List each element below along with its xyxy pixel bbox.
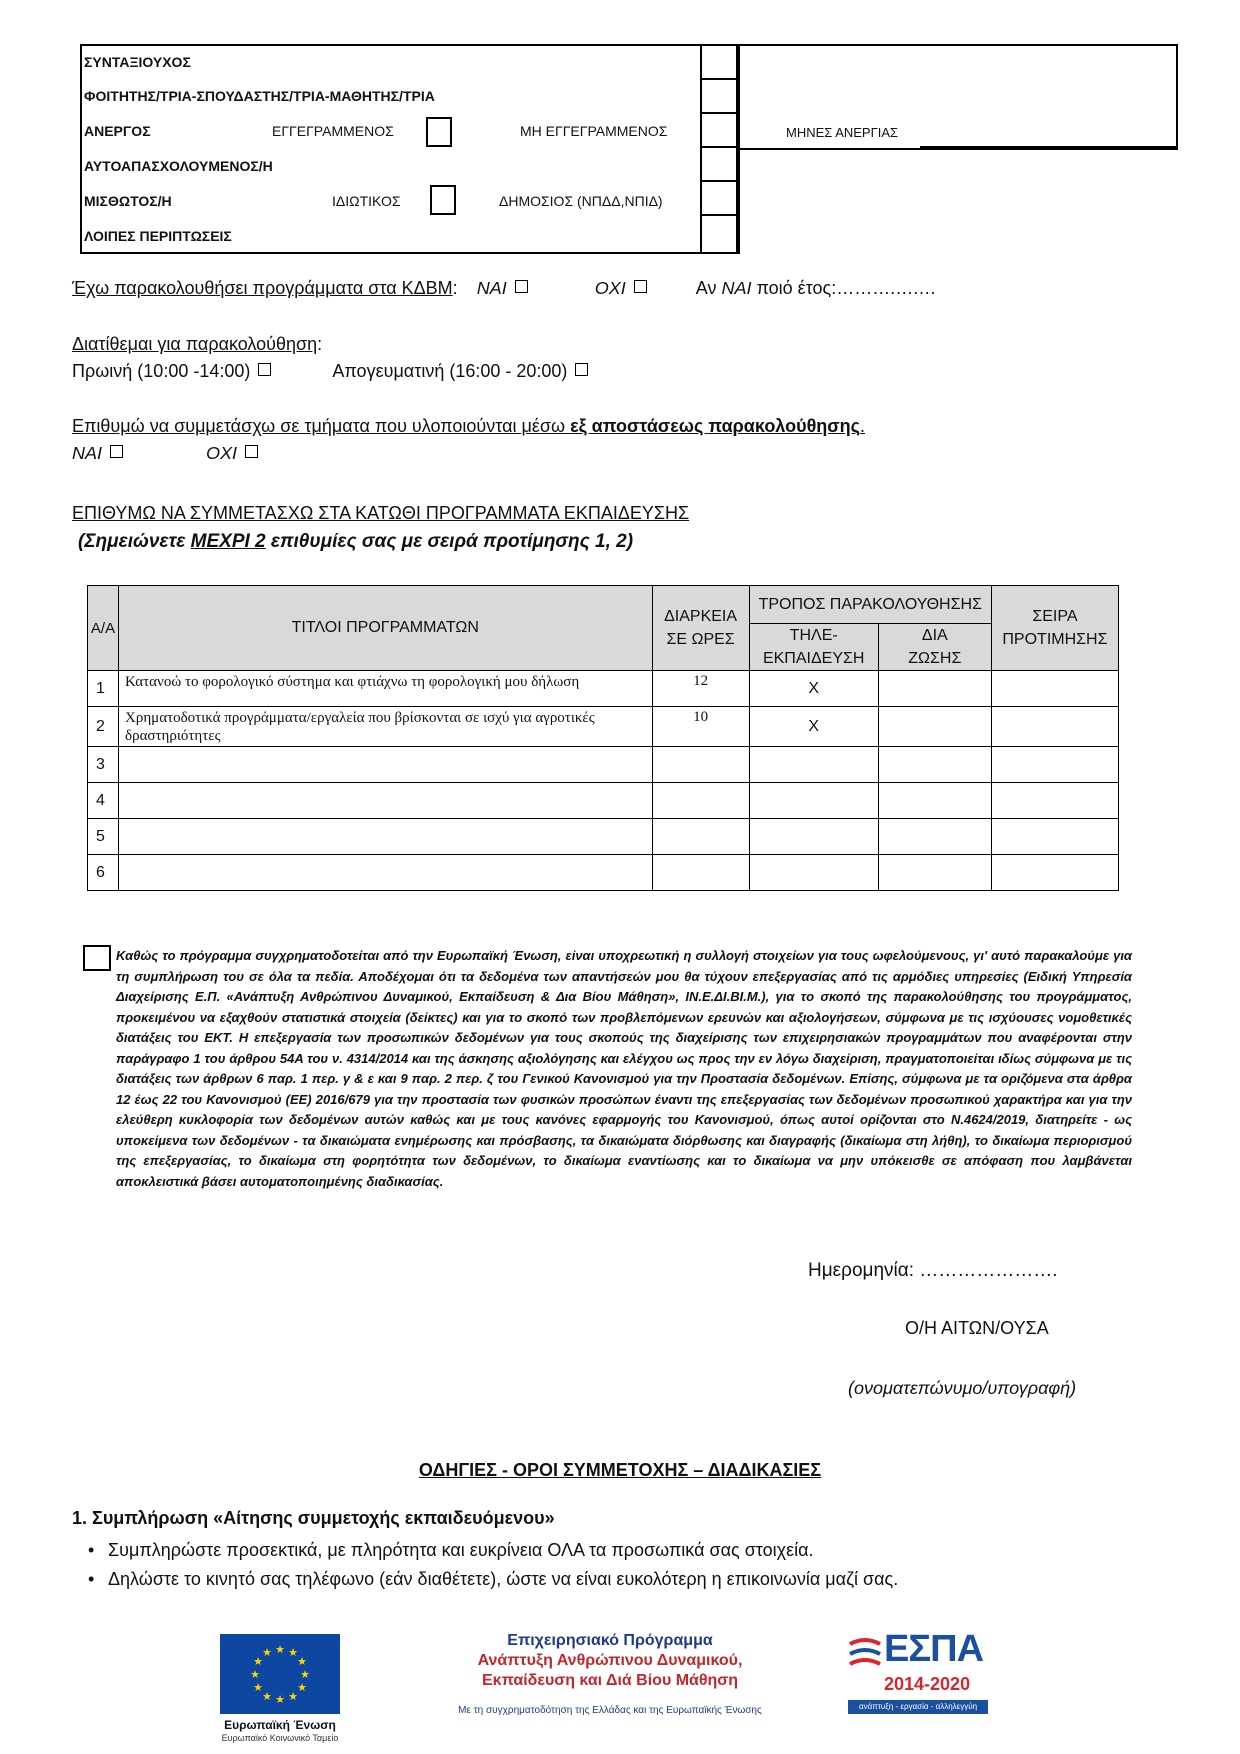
- unregistered-label: ΜΗ ΕΓΓΕΓΡΑΜΜΕΝΟΣ: [520, 123, 668, 139]
- header-duration-2: ΣΕ ΩΡΕΣ: [666, 631, 735, 649]
- kdvm-year-nai: ΝΑΙ: [721, 278, 752, 298]
- table-row: [88, 671, 1119, 707]
- months-unemployed-label: ΜΗΝΕΣ ΑΝΕΡΓΙΑΣ: [786, 125, 899, 140]
- consent-checkbox[interactable]: [83, 945, 111, 971]
- status-pensioner: ΣΥΝΤΑΞΙΟΥΧΟΣ: [84, 54, 191, 70]
- header-order-2: ΠΡΟΤΙΜΗΣΗΣ: [1002, 631, 1108, 649]
- program-live[interactable]: [878, 747, 991, 783]
- row-number: 1: [88, 671, 119, 707]
- program-live[interactable]: [878, 819, 991, 855]
- afternoon-label: Απογευματινή (16:00 - 20:00): [332, 361, 568, 381]
- status-student: ΦΟΙΤΗΤΗΣ/ΤΡΙΑ-ΣΠΟΥΔΑΣΤΗΣ/ΤΡΙΑ-ΜΑΘΗΤΗΣ/ΤΡΙΑ: [84, 88, 435, 104]
- status-checkbox-employee[interactable]: [702, 182, 736, 216]
- svg-text:★: ★: [262, 1690, 272, 1703]
- morning-label: Πρωινή (10:00 -14:00): [72, 361, 251, 381]
- program-order[interactable]: [991, 707, 1118, 747]
- program-order[interactable]: [991, 747, 1118, 783]
- svg-text:★: ★: [288, 1646, 298, 1659]
- espa-years: 2014-2020: [884, 1674, 971, 1694]
- remote-no-checkbox[interactable]: [245, 445, 258, 458]
- cofunding-text: Με τη συγχρηματοδότηση της Ελλάδας και της Ευρωπαϊκής Ένωσης: [458, 1705, 762, 1716]
- row-number: 4: [88, 783, 119, 819]
- eu-stars-icon: [220, 1634, 340, 1714]
- program-remote[interactable]: [749, 747, 878, 783]
- remote-question: [72, 416, 865, 437]
- programs-note-max: ΜΕΧΡΙ 2: [190, 531, 266, 552]
- status-unemployed: ΑΝΕΡΓΟΣ: [84, 123, 151, 139]
- public-sector-label: ΔΗΜΟΣΙΟΣ (ΝΠΔΔ,ΝΠΙΔ): [499, 193, 663, 209]
- table-row: [88, 819, 1119, 855]
- program-live[interactable]: [878, 671, 991, 707]
- program-hours[interactable]: [652, 819, 749, 855]
- svg-text:★: ★: [288, 1690, 298, 1703]
- header-remote-2: ΕΚΠΑΙΔΕΥΣΗ: [762, 650, 865, 668]
- funding-logos: [0, 1612, 1240, 1742]
- op-name-line-2: Εκπαίδευση και Διά Βίου Μάθηση: [481, 1672, 739, 1689]
- kdvm-no-checkbox[interactable]: [634, 280, 647, 293]
- header-order-1: ΣΕΙΡΑ: [1032, 608, 1078, 625]
- remote-label-bold: εξ αποστάσεως παρακολούθησης: [570, 416, 860, 436]
- status-checkbox-pensioner[interactable]: [702, 46, 736, 80]
- table-row: [88, 783, 1119, 819]
- remote-yes-label: ΝΑΙ: [72, 443, 103, 463]
- months-underline: [920, 146, 1176, 148]
- program-title[interactable]: Χρηματοδοτικά προγράμματα/εργαλεία που βρίσκονται σε ισχύ για αγροτικές δραστηριότητες: [119, 707, 653, 747]
- eu-flag-icon: [220, 1634, 340, 1714]
- espa-logo: [848, 1628, 988, 1728]
- program-title[interactable]: [119, 819, 653, 855]
- kdvm-yes-label: ΝΑΙ: [476, 278, 507, 298]
- esf-label: Ευρωπαϊκό Κοινωνικό Ταμείο: [221, 1733, 339, 1743]
- table-header-row: [88, 586, 1119, 624]
- header-titles: ΤΙΤΛΟΙ ΠΡΟΓΡΑΜΜΑΤΩΝ: [119, 586, 653, 671]
- program-order[interactable]: [991, 855, 1118, 891]
- kdvm-colon: :: [452, 278, 458, 298]
- header-duration: [652, 586, 749, 671]
- kdvm-question: [72, 278, 936, 299]
- svg-text:★: ★: [297, 1655, 307, 1668]
- instruction-bullet: • Δηλώστε το κινητό σας τηλέφωνο (εάν διαθέτετε), ώστε να είναι ευκολότερη η επικοινωνία μαζί σας.: [108, 1569, 898, 1590]
- svg-text:★: ★: [253, 1655, 263, 1668]
- program-remote[interactable]: [749, 783, 878, 819]
- status-checkbox-student[interactable]: [702, 80, 736, 114]
- program-remote[interactable]: Χ: [749, 707, 878, 747]
- availability-options: [72, 361, 588, 382]
- instructions-title: ΟΔΗΓΙΕΣ - ΟΡΟΙ ΣΥΜΜΕΤΟΧΗΣ – ΔΙΑΔΙΚΑΣΙΕΣ: [418, 1460, 822, 1480]
- header-live-1: ΔΙΑ: [921, 627, 948, 644]
- program-hours[interactable]: [652, 783, 749, 819]
- status-checkbox-unemployed[interactable]: [702, 114, 736, 148]
- status-checkbox-self-employed[interactable]: [702, 148, 736, 182]
- kdvm-question-label: Έχω παρακολουθήσει προγράμματα στα ΚΔΒΜ: [72, 278, 453, 298]
- programs-table: [87, 585, 1119, 891]
- kdvm-year-post: ποιό έτος:……….….…: [751, 278, 937, 298]
- svg-text:★: ★: [275, 1643, 285, 1656]
- espa-wordmark: ΕΣΠΑ: [884, 1628, 984, 1670]
- signature-field[interactable]: (ονοματεπώνυμο/υπογραφή): [848, 1378, 1077, 1398]
- program-order[interactable]: [991, 819, 1118, 855]
- date-field[interactable]: Ημερομηνία: ………………….: [808, 1260, 1058, 1281]
- consent-text: Καθώς το πρόγραμμα συγχρηματοδοτείται από την Ευρωπαϊκή Ένωση, είναι υποχρεωτική η συλλογή στοιχείων για τους ωφελούμενους, γι' αυτό παρακαλούμε για τη συμπλήρωση του σε όλα τα πεδία. Αποδέχομαι ότι τα δεδομένα των απαντήσεών μου θα τύχουν επεξεργασίας από τις αρμόδιες υπηρεσίες (Ειδική Υπηρεσία Διαχείρισης Ε.Π. «Ανάπτυξη Ανθρώπινου Δυναμικού, Εκπαίδευση & Δια Βίου Μάθηση», ΙΝ.Ε.ΔΙ.ΒΙ.Μ.), για το σκοπό της παρακολούθησης του προγράμματος, προκειμένου να εξαχθούν στατιστικά στοιχεία (δείκτες) και για το σκοπό των προβλεπόμενων ερευνών και αξιολογήσεων, σύμφωνα με τις ισχύουσες νομοθετικές διατάξεις του ΕΚΤ. Η επεξεργασία των προσωπικών δεδομένων για τους σκοπούς της διαχείρισης των επιχειρησιακών προγραμμάτων που αναφέρονται στην παράγραφο 1 του άρθρου 54Α του ν. 4314/2014 και της άσκησης αξιολόγησης και ελέγχου ως προς την εν λόγω διαχείριση, πραγματοποιείται ιδίως σύμφωνα με τις διατάξεις των άρθρων 6 παρ. 1 περ. γ & ε και 9 παρ. 2 περ. ζ του Γενικού Κανονισμού για την Προστασία δεδομένων. Επίσης, σύμφωνα με τα οριζόμενα στα άρθρα 12 έως 22 του Κανονισμού (ΕΕ) 2016/679 για την προστασία των φυσικών προσώπων έναντι της επεξεργασίας των δεδομένων προσωπικού χαρακτήρα και για την ελεύθερη κυκλοφορία των δεδομένων αυτών καθώς και με τους κανόνες εφαρμογής του Κανονισμού, όπως αυτοί ορίζονται στο Ν.4624/2019, διατηρείτε - ως υποκείμενα των δεδομένων - τα δικαιώματα ενημέρωσης και πρόσβασης, τα δικαιώματα διόρθωσης και διαγραφής (δικαίωμα στη λήθη), το δικαίωμα περιορισμού της επεξεργασίας, το δικαίωμα στη φορητότητα των δεδομένων, το δικαίωμα εναντίωσης και το δικαίωμα να μην υπόκεισθε σε απόφαση που λαμβάνεται αποκλειστικά βάσει αυτοματοποιημένης διαδικασίας.: [116, 948, 1132, 1189]
- program-hours[interactable]: [652, 747, 749, 783]
- program-title[interactable]: [119, 855, 653, 891]
- program-title[interactable]: [119, 783, 653, 819]
- morning-checkbox[interactable]: [258, 363, 271, 376]
- header-remote: [749, 624, 878, 671]
- svg-text:★: ★: [262, 1646, 272, 1659]
- program-title[interactable]: [119, 747, 653, 783]
- program-live[interactable]: [878, 783, 991, 819]
- instructions-step-1: 1. Συμπλήρωση «Αίτησης συμμετοχής εκπαιδευόμενου»: [72, 1508, 555, 1528]
- programs-note: [78, 531, 633, 553]
- unemployment-months-area: [738, 44, 1178, 254]
- svg-text:★: ★: [297, 1681, 307, 1694]
- header-duration-1: ΔΙΑΡΚΕΙΑ: [664, 608, 738, 625]
- table-row: [88, 855, 1119, 891]
- remote-yes-checkbox[interactable]: [110, 445, 123, 458]
- eu-label: Ευρωπαϊκή Ένωση: [224, 1718, 336, 1732]
- remote-options: [72, 443, 258, 464]
- op-title: Επιχειρησιακό Πρόγραμμα: [507, 1632, 713, 1649]
- kdvm-year-field[interactable]: [696, 278, 936, 298]
- espa-waves-icon: [848, 1636, 882, 1676]
- header-mode: ΤΡΟΠΟΣ ΠΑΡΑΚΟΛΟΥΘΗΣΗΣ: [749, 586, 991, 624]
- svg-text:★: ★: [275, 1693, 285, 1706]
- program-title[interactable]: Κατανοώ το φορολογικό σύστημα και φτιάχνω τη φορολογική μου δήλωση: [119, 671, 653, 707]
- program-remote[interactable]: Χ: [749, 671, 878, 707]
- status-other: ΛΟΙΠΕΣ ΠΕΡΙΠΤΩΣΕΙΣ: [84, 228, 232, 244]
- svg-text:★: ★: [250, 1668, 260, 1681]
- programs-note-post: επιθυμίες σας με σειρά προτίμησης 1, 2): [265, 531, 634, 552]
- espa-tagline: ανάπτυξη - εργασία - αλληλεγγύη: [848, 1700, 988, 1714]
- op-name-line-1: Ανάπτυξη Ανθρώπινου Δυναμικού,: [477, 1652, 743, 1669]
- availability-colon: :: [317, 334, 323, 354]
- availability-label: Διατίθεμαι για παρακολούθηση: [72, 334, 318, 354]
- table-row: [88, 747, 1119, 783]
- kdvm-yes-checkbox[interactable]: [515, 280, 528, 293]
- program-order[interactable]: [991, 783, 1118, 819]
- header-live: [878, 624, 991, 671]
- header-live-2: ΖΩΣΗΣ: [908, 650, 962, 668]
- status-checkbox-other[interactable]: [702, 216, 736, 250]
- status-checkbox-column: [700, 44, 738, 254]
- row-number: 2: [88, 707, 119, 747]
- registered-label: ΕΓΓΕΓΡΑΜΜΕΝΟΣ: [272, 123, 394, 139]
- months-box-right-edge: [1176, 44, 1178, 148]
- row-number: 5: [88, 819, 119, 855]
- remote-label-pre: Επιθυμώ να συμμετάσχω σε τμήματα που υλοποιούνται μέσω: [72, 416, 571, 436]
- program-hours[interactable]: [652, 855, 749, 891]
- programs-heading: ΕΠΙΘΥΜΩ ΝΑ ΣΥΜΜΕΤΑΣΧΩ ΣΤΑ ΚΑΤΩΘΙ ΠΡΟΓΡΑΜΜΑΤΑ ΕΚΠΑΙΔΕΥΣΗΣ: [72, 503, 690, 523]
- program-remote[interactable]: [749, 855, 878, 891]
- instruction-bullet: • Συμπληρώστε προσεκτικά, με πληρότητα και ευκρίνεια ΟΛΑ τα προσωπικά σας στοιχεία.: [108, 1540, 814, 1561]
- availability-question: [72, 334, 322, 355]
- kdvm-no-label: ΟΧΙ: [594, 278, 626, 298]
- private-sector-label: ΙΔΙΩΤΙΚΟΣ: [332, 193, 401, 209]
- employment-status-box: [80, 44, 1178, 254]
- private-sector-checkbox[interactable]: [430, 185, 456, 215]
- svg-text:★: ★: [300, 1668, 310, 1681]
- program-order[interactable]: [991, 671, 1118, 707]
- programs-note-pre: (Σημειώνετε: [78, 531, 191, 552]
- header-order: [991, 586, 1118, 671]
- registered-checkbox[interactable]: [426, 117, 452, 147]
- remote-label-post: .: [859, 416, 865, 436]
- svg-text:★: ★: [253, 1681, 263, 1694]
- program-hours[interactable]: 12: [652, 671, 749, 707]
- status-labels-cell: [80, 44, 700, 254]
- program-remote[interactable]: [749, 819, 878, 855]
- table-row: [88, 707, 1119, 747]
- program-hours[interactable]: 10: [652, 707, 749, 747]
- program-live[interactable]: [878, 707, 991, 747]
- afternoon-checkbox[interactable]: [575, 363, 588, 376]
- applicant-label: Ο/Η ΑΙΤΩΝ/ΟΥΣΑ: [905, 1318, 1049, 1338]
- program-live[interactable]: [878, 855, 991, 891]
- row-number: 3: [88, 747, 119, 783]
- row-number: 6: [88, 855, 119, 891]
- header-remote-1: ΤΗΛΕ-: [789, 627, 838, 644]
- remote-no-label: ΟΧΙ: [206, 443, 238, 463]
- header-aa: Α/Α: [88, 586, 119, 671]
- status-self-employed: ΑΥΤΟΑΠΑΣΧΟΛΟΥΜΕΝΟΣ/Η: [84, 158, 273, 174]
- kdvm-year-pre: Αν: [695, 278, 722, 298]
- status-employee: ΜΙΣΘΩΤΟΣ/Η: [84, 193, 172, 209]
